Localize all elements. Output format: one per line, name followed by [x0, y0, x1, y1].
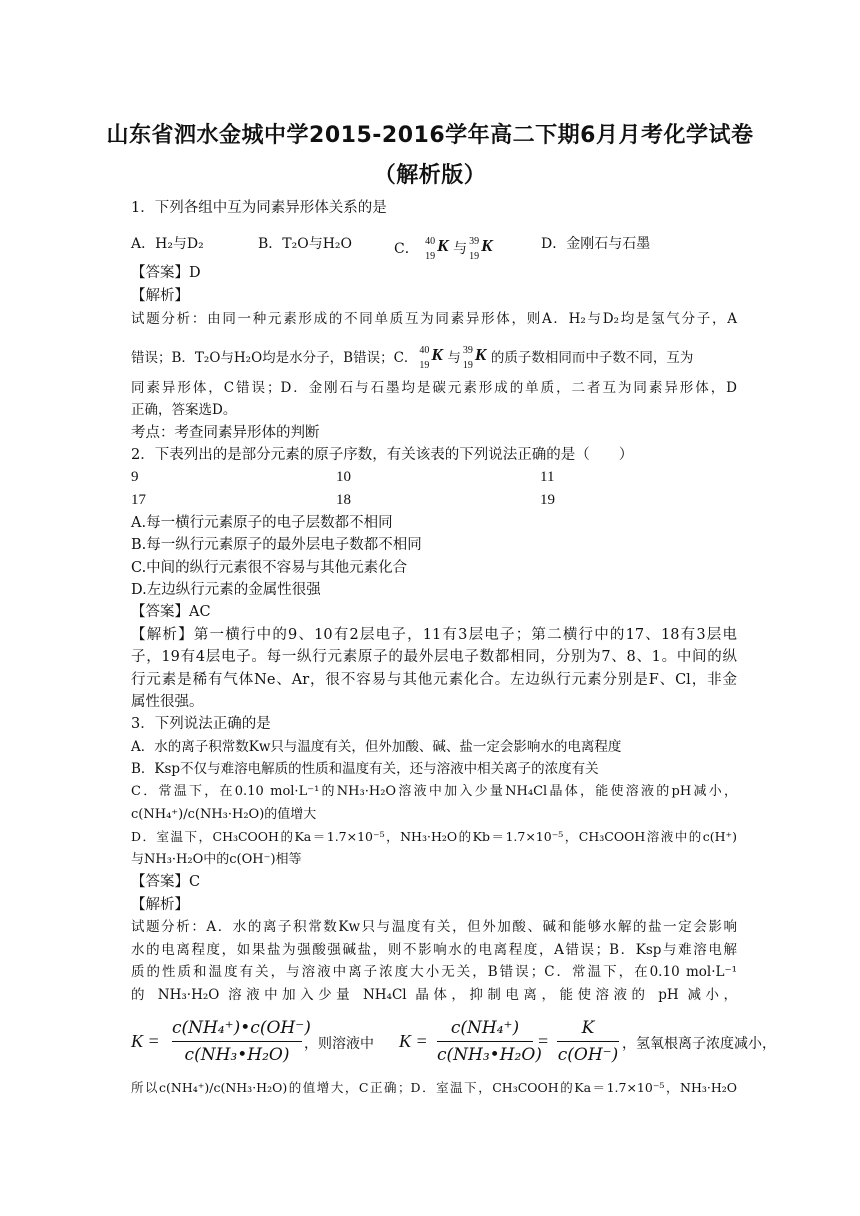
formula-fraction-2 — [437, 1018, 542, 1065]
q1-analysis-line3: 同素异形体，C错误；D．金刚石与石墨均是碳元素形成的单质，二者互为同素异形体，D — [131, 380, 737, 396]
table-cell: 9 — [131, 469, 139, 485]
q3-option-b: B．Ksp不仅与难溶电解质的性质和温度有关，还与溶液中相关离子的浓度有关 — [131, 761, 599, 777]
nuclide-symbol: K — [481, 236, 493, 255]
q1-analysis-head: 【解析】 — [131, 288, 189, 304]
nuclide-mass: 39 — [462, 345, 473, 356]
q3-analysis-line5: 所以c(NH₄⁺)/c(NH₃·H₂O)的值增大，C正确；D．室温下，CH₃COOH的Ka＝1.7×10⁻⁵，NH₃·H₂O — [131, 1080, 737, 1095]
q1-option-c-and: 与 — [453, 241, 468, 257]
nuclide-mass: 40 — [419, 345, 430, 356]
q2-option-b: B.每一纵行元素原子的最外层电子数都不相同 — [131, 537, 422, 553]
fraction-bar — [557, 1041, 619, 1042]
q3-option-c-line1: C．常温下，在0.10 mol·L⁻¹的NH₃·H₂O溶液中加入少量NH₄Cl晶体，能使溶液的pH减小， — [131, 784, 737, 799]
fraction-numerator: K — [581, 1018, 595, 1038]
fraction-denominator: c(NH₃•H₂O) — [184, 1045, 290, 1065]
q1-analysis-line4: 正确，答案选D。 — [131, 402, 237, 418]
q2-option-a: A.每一横行元素原子的电子层数都不相同 — [131, 515, 393, 531]
q1-option-c — [394, 233, 497, 260]
formula-k-label: K = — [131, 1031, 160, 1051]
q2-analysis-line2: 子，19有4层电子。每一纵行元素原子的最外层电子数都相同，分别为7、8、1。中间的纵 — [131, 649, 737, 665]
q1-option-d: D．金刚石与石墨 — [541, 236, 651, 252]
q3-option-c-line2: c(NH₄⁺)/c(NH₃·H₂O)的值增大 — [131, 807, 317, 822]
table-cell: 17 — [131, 492, 146, 508]
q3-option-d-line2: 与NH₃·H₂O中的c(OH⁻)相等 — [131, 852, 302, 867]
formula-fraction-3 — [557, 1018, 619, 1065]
table-cell: 19 — [540, 492, 555, 508]
nuclide-k39-icon — [462, 342, 489, 371]
q1-analysis-text: 与 — [447, 350, 461, 366]
q1-answer: 【答案】D — [131, 265, 201, 281]
fraction-numerator: c(NH₄⁺)•c(OH⁻) — [172, 1018, 311, 1038]
q1-option-b: B．T₂O与H₂O — [258, 236, 353, 252]
fraction-bar — [172, 1041, 302, 1042]
q3-stem: 3．下列说法正确的是 — [131, 716, 271, 732]
q1-kaodian: 考点：考查同素异形体的判断 — [131, 425, 320, 441]
q2-analysis-line1: 【解析】第一横行中的9、10有2层电子，11有3层电子；第二横行中的17、18有3层电 — [131, 627, 737, 643]
nuclide-symbol: K — [437, 236, 449, 255]
q1-analysis-text: 错误；B．T₂O与H₂O均是水分子，B错误；C． — [131, 350, 418, 366]
q2-analysis-line4: 属性很强。 — [131, 694, 204, 710]
document-title: 山东省泗水金城中学2015-2016学年高二下期6月月考化学试卷 — [106, 123, 754, 148]
q2-answer: 【答案】AC — [131, 604, 211, 620]
formula-tail-text: ，氢氧根离子浓度减小， — [622, 1036, 776, 1052]
nuclide-k40-icon — [425, 233, 451, 262]
q3-option-a: A．水的离子积常数Kw只与温度有关，但外加酸、碱、盐一定会影响水的电离程度 — [131, 739, 622, 755]
table-cell: 18 — [336, 492, 351, 508]
fraction-numerator: c(NH₄⁺) — [450, 1018, 520, 1038]
nuclide-symbol: K — [431, 345, 443, 364]
q1-analysis-line2 — [131, 342, 737, 369]
q1-analysis-line1: 试题分析：由同一种元素形成的不同单质互为同素异形体，则A．H₂与D₂均是氢气分子，A — [131, 311, 737, 327]
q3-analysis-line3: 质的性质和温度有关，与溶液中离子浓度大小无关，B错误；C．常温下，在0.10 mol·L⁻¹ — [131, 964, 737, 980]
nuclide-atomic-number: 19 — [419, 360, 430, 371]
q1-option-c-prefix: C． — [394, 241, 419, 257]
q1-analysis-text: 的质子数相同而中子数不同，互为 — [490, 350, 694, 366]
formula-fraction-1 — [172, 1018, 311, 1065]
nuclide-mass: 39 — [469, 236, 480, 247]
table-cell: 11 — [540, 469, 555, 485]
q2-analysis-line3: 行元素是稀有气体Ne、Ar，很不容易与其他元素化合。左边纵行元素分别是F、Cl，非金 — [131, 672, 737, 688]
q2-option-d: D.左边纵行元素的金属性很强 — [131, 582, 321, 598]
q3-analysis-line2: 水的电离程度，如果盐为强酸强碱盐，则不影响水的电离程度，A错误；B．Ksp与难溶电解 — [131, 942, 737, 958]
q3-answer: 【答案】C — [131, 874, 201, 890]
formula-equals: = — [538, 1031, 549, 1051]
nuclide-k39-icon — [469, 233, 495, 262]
table-cell: 10 — [336, 469, 351, 485]
q3-analysis-line4: 的 NH₃·H₂O 溶液中加入少量 NH₄Cl 晶体，抑制电离，能使溶液的 pH 减小， — [131, 987, 737, 1003]
fraction-denominator: c(OH⁻) — [557, 1045, 619, 1065]
q2-stem: 2．下表列出的是部分元素的原子序数，有关该表的下列说法正确的是（ ） — [131, 447, 634, 463]
q3-analysis-head: 【解析】 — [131, 897, 189, 913]
document-subtitle: （解析版） — [373, 163, 487, 188]
formula-mid-text: ，则溶液中 — [304, 1036, 374, 1052]
q1-option-a: A．H₂与D₂ — [131, 236, 204, 252]
q1-stem: 1．下列各组中互为同素异形体关系的是 — [131, 200, 387, 216]
q3-option-d-line1: D．室温下，CH₃COOH的Ka＝1.7×10⁻⁵，NH₃·H₂O的Kb＝1.7×10⁻⁵，CH₃COOH溶液中的c(H⁺) — [131, 829, 737, 844]
formula-k-label-2: K = — [399, 1031, 428, 1051]
q2-option-c: C.中间的纵行元素很不容易与其他元素化合 — [131, 560, 408, 576]
nuclide-atomic-number: 19 — [462, 360, 473, 371]
fraction-bar — [437, 1041, 533, 1042]
fraction-denominator: c(NH₃•H₂O) — [437, 1045, 542, 1065]
nuclide-symbol: K — [474, 345, 487, 364]
nuclide-atomic-number: 19 — [425, 251, 436, 262]
nuclide-k40-icon — [419, 342, 445, 371]
nuclide-mass: 40 — [425, 236, 436, 247]
q3-analysis-line1: 试题分析：A．水的离子积常数Kw只与温度有关，但外加酸、碱和能够水解的盐一定会影响 — [131, 919, 737, 935]
nuclide-atomic-number: 19 — [469, 251, 480, 262]
